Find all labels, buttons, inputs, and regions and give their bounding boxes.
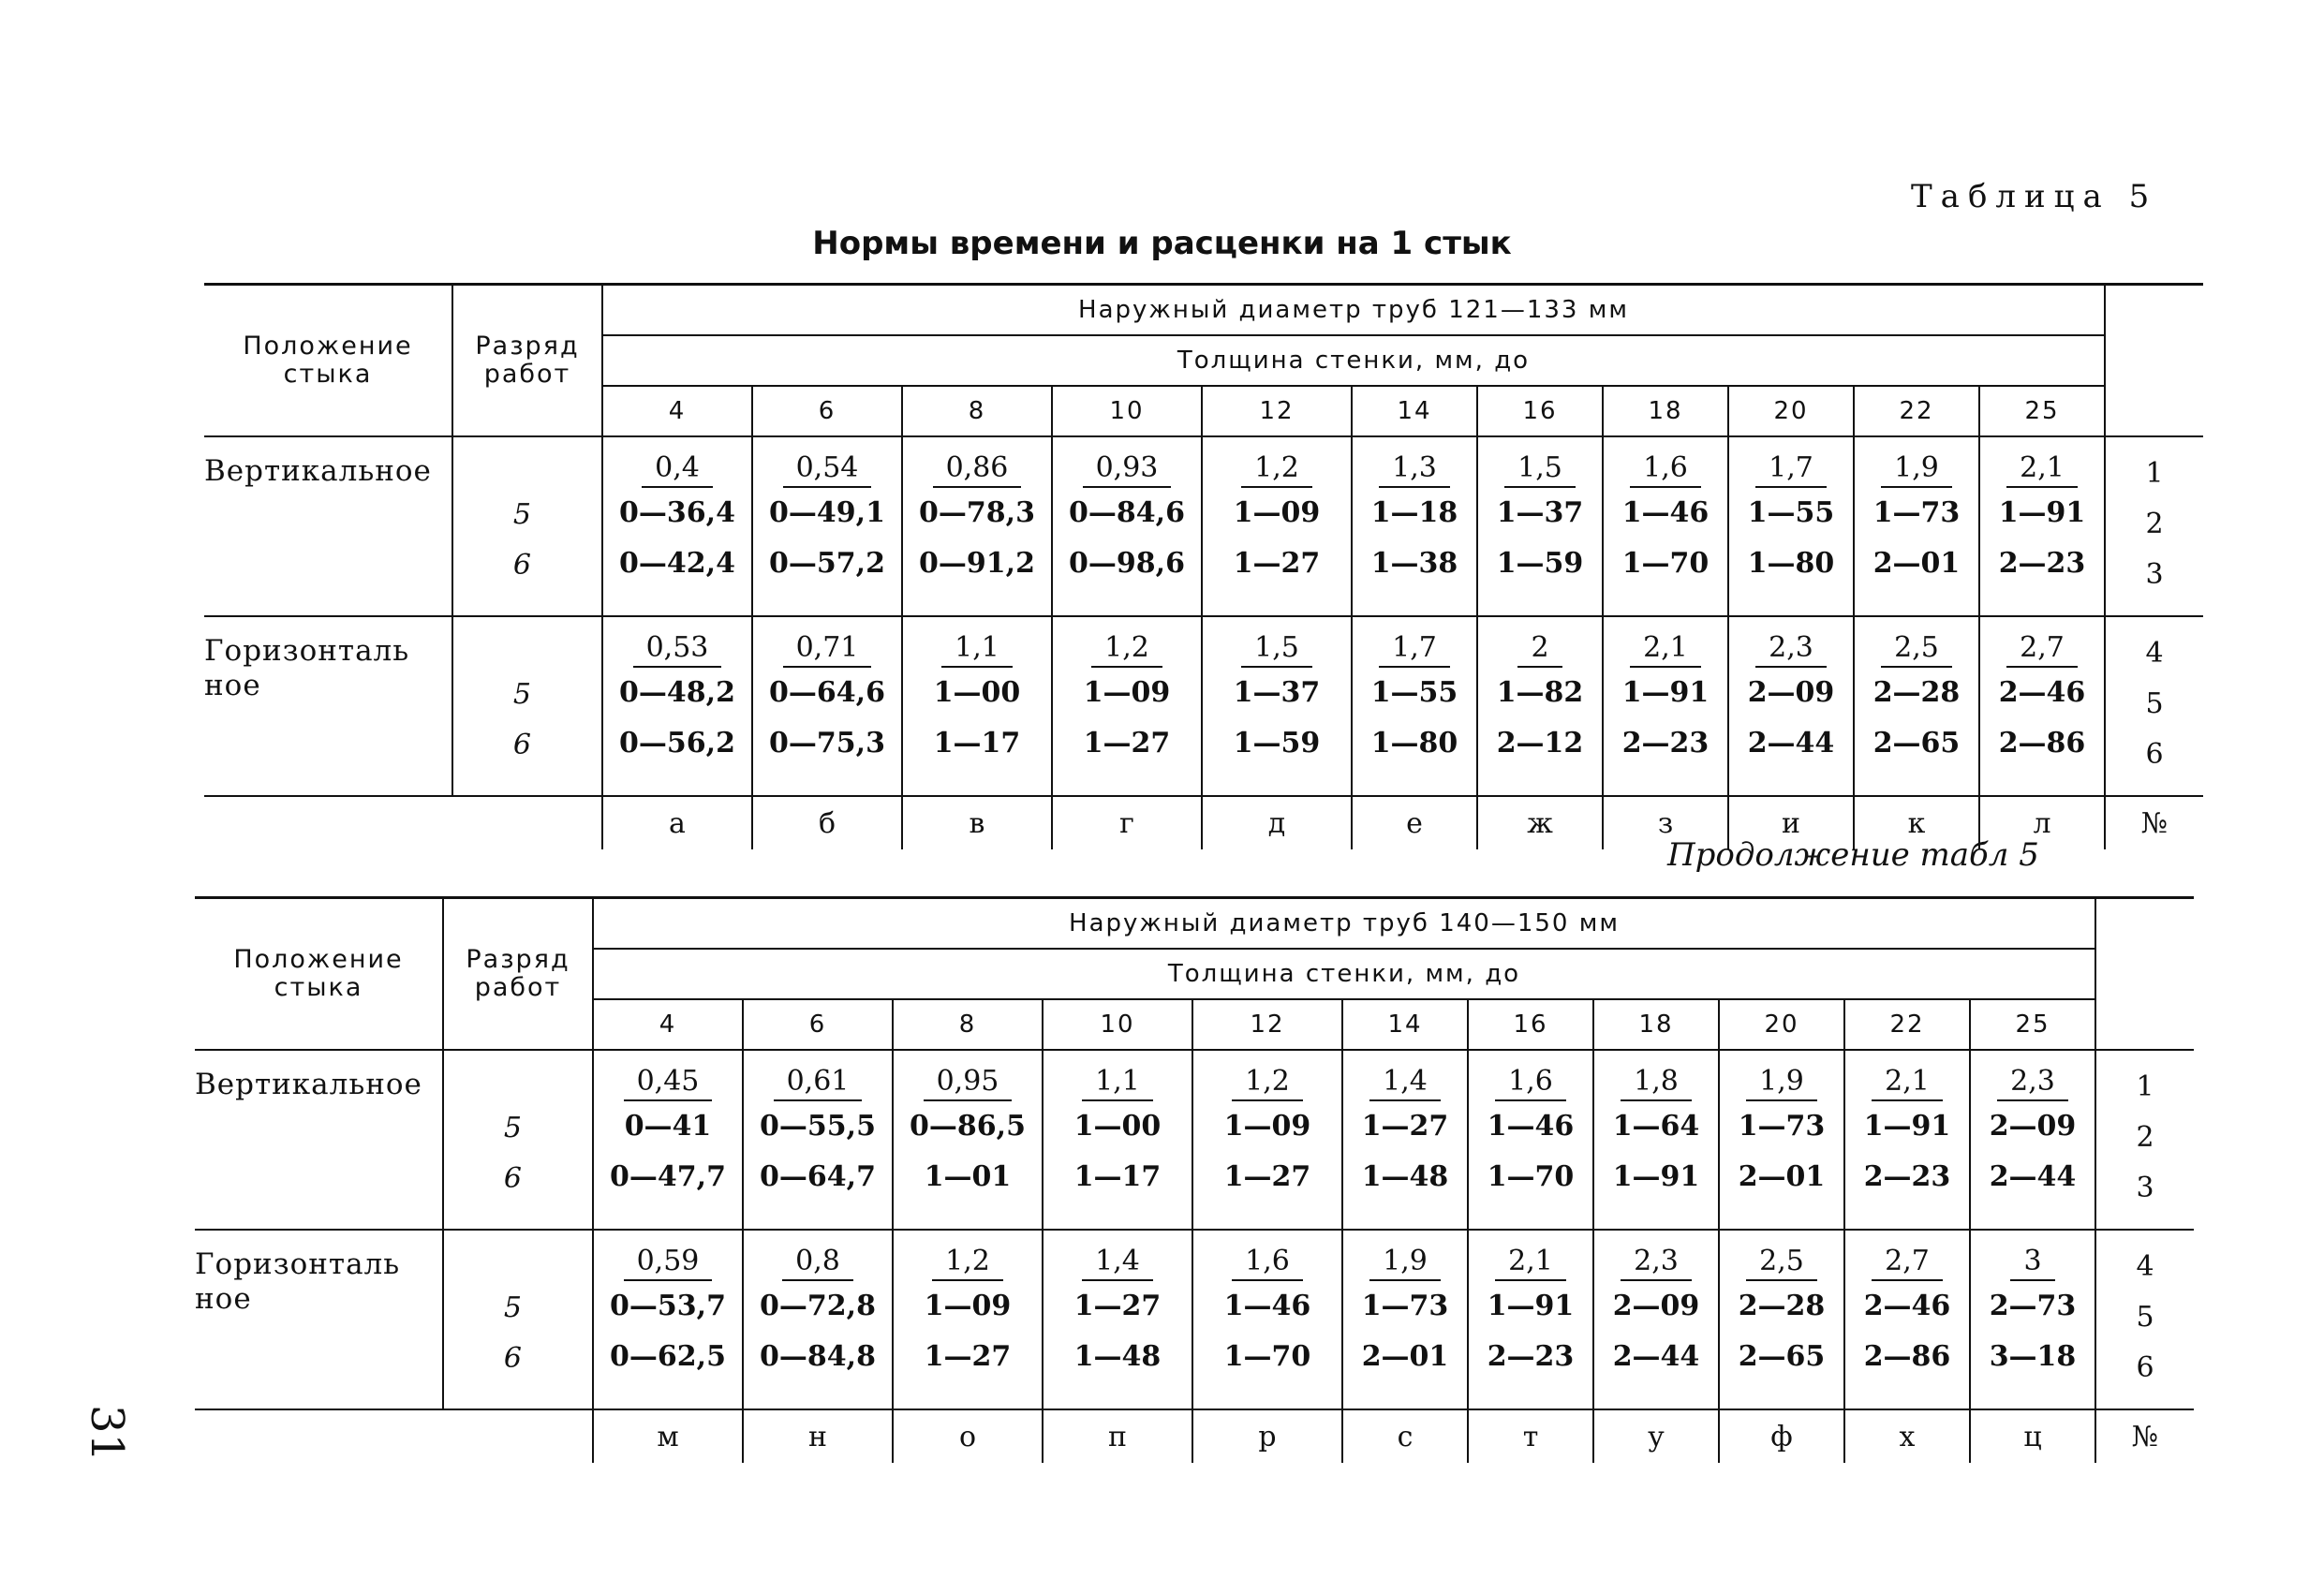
rate-grade-a: 0—86,5 xyxy=(910,1110,1026,1143)
value-cell xyxy=(1468,1230,1593,1409)
letters-blank xyxy=(204,796,452,849)
rate-grade-a: 2—09 xyxy=(1612,1290,1700,1322)
grade-cell xyxy=(443,1050,593,1230)
time-norm: 1,5 xyxy=(1504,450,1576,488)
row-number: 6 xyxy=(2145,738,2164,771)
rate-grade-a: 0—36,4 xyxy=(619,496,735,529)
rate-grade-b: 2—44 xyxy=(1612,1340,1700,1373)
rate-grade-a: 1—00 xyxy=(1073,1110,1162,1143)
thickness-4: 4 xyxy=(593,999,743,1050)
row-numbers xyxy=(2105,436,2203,616)
rate-grade-b: 1—91 xyxy=(1612,1160,1700,1193)
rate-grade-a: 1—46 xyxy=(1487,1110,1575,1143)
row-number: 3 xyxy=(2136,1172,2154,1204)
rate-grade-a: 2—28 xyxy=(1873,676,1961,709)
thickness-10: 10 xyxy=(1043,999,1192,1050)
rate-grade-a: 1—09 xyxy=(1233,496,1321,529)
column-letter-г: г xyxy=(1052,796,1202,849)
value-cell xyxy=(1342,1230,1468,1409)
grade-a: 5 xyxy=(512,498,531,531)
header-num-blank xyxy=(2095,898,2194,1051)
column-letter-н: н xyxy=(743,1409,893,1463)
table2-grid xyxy=(195,896,2194,1463)
rate-grade-b: 0—62,5 xyxy=(610,1340,726,1373)
rate-grade-a: 2—73 xyxy=(1989,1290,2077,1322)
num-label: № xyxy=(2131,1420,2159,1453)
time-norm: 1,2 xyxy=(1232,1064,1303,1101)
value-cell xyxy=(752,616,902,796)
column-letter-в: в xyxy=(902,796,1052,849)
thickness-6: 6 xyxy=(743,999,893,1050)
time-norm: 0,53 xyxy=(633,630,722,668)
rate-grade-b: 0—56,2 xyxy=(619,727,735,760)
table-title: Нормы времени и расценки на 1 стык xyxy=(812,225,1512,262)
rate-grade-b: 1—70 xyxy=(1621,547,1710,580)
value-cell xyxy=(593,1230,743,1409)
grade-b: 6 xyxy=(503,1162,522,1195)
thickness-6: 6 xyxy=(752,386,902,436)
rate-grade-a: 1—55 xyxy=(1747,496,1835,529)
value-cell xyxy=(1352,616,1477,796)
rate-grade-b: 2—23 xyxy=(1487,1340,1575,1373)
value-cell xyxy=(1728,436,1854,616)
grade-cell xyxy=(452,436,602,616)
value-cell xyxy=(1979,616,2105,796)
value-cell xyxy=(1192,1230,1342,1409)
rate-grade-b: 0—91,2 xyxy=(919,547,1035,580)
rate-grade-b: 1—70 xyxy=(1223,1340,1311,1373)
column-letter-м: м xyxy=(593,1409,743,1463)
column-letter-д: д xyxy=(1202,796,1352,849)
value-cell xyxy=(1854,616,1979,796)
rate-grade-b: 2—65 xyxy=(1873,727,1961,760)
row-number: 2 xyxy=(2145,508,2164,540)
column-letter-р: р xyxy=(1192,1409,1342,1463)
position-name: Горизонталь ное xyxy=(204,616,452,796)
value-cell xyxy=(1719,1230,1844,1409)
value-cell xyxy=(1844,1050,1970,1230)
value-cell xyxy=(743,1230,893,1409)
column-letter-о: о xyxy=(893,1409,1043,1463)
header-diameter: Наружный диаметр труб 121—133 мм xyxy=(602,285,2105,336)
value-cell xyxy=(743,1050,893,1230)
row-number: 6 xyxy=(2136,1351,2154,1384)
time-norm: 2,1 xyxy=(1495,1244,1566,1281)
value-cell xyxy=(1477,436,1603,616)
header-position: Положение стыка xyxy=(195,898,443,1051)
header-grade: Разряд работ xyxy=(452,285,602,437)
time-norm: 2,7 xyxy=(2006,630,2078,668)
rate-grade-a: 0—64,6 xyxy=(769,676,885,709)
rate-grade-a: 1—27 xyxy=(1361,1110,1449,1143)
value-cell xyxy=(1603,436,1728,616)
grade-a: 5 xyxy=(503,1291,522,1324)
column-letter-у: у xyxy=(1593,1409,1719,1463)
time-norm: 1,6 xyxy=(1232,1244,1303,1281)
rate-grade-b: 2—86 xyxy=(1998,727,2086,760)
rate-grade-b: 1—17 xyxy=(1073,1160,1162,1193)
row-number: 5 xyxy=(2145,687,2164,720)
thickness-4: 4 xyxy=(602,386,752,436)
rate-grade-a: 1—91 xyxy=(1487,1290,1575,1322)
rate-grade-a: 1—09 xyxy=(924,1290,1012,1322)
thickness-16: 16 xyxy=(1477,386,1603,436)
rate-grade-a: 0—48,2 xyxy=(619,676,735,709)
thickness-18: 18 xyxy=(1603,386,1728,436)
time-norm: 1,7 xyxy=(1379,630,1450,668)
rate-grade-b: 1—70 xyxy=(1487,1160,1575,1193)
grade-cell xyxy=(452,616,602,796)
column-letter-а: а xyxy=(602,796,752,849)
row-numbers xyxy=(2095,1230,2194,1409)
rate-grade-b: 1—38 xyxy=(1370,547,1458,580)
rate-grade-a: 0—49,1 xyxy=(769,496,885,529)
rate-grade-a: 2—46 xyxy=(1863,1290,1951,1322)
thickness-20: 20 xyxy=(1728,386,1854,436)
column-letter-л: л xyxy=(1979,796,2105,849)
header-num-blank xyxy=(2105,285,2203,437)
time-norm: 2,7 xyxy=(1872,1244,1943,1281)
rate-grade-b: 0—57,2 xyxy=(769,547,885,580)
column-letter-и: и xyxy=(1728,796,1854,849)
rate-grade-b: 1—59 xyxy=(1496,547,1584,580)
rate-grade-a: 1—00 xyxy=(933,676,1021,709)
rate-grade-a: 1—73 xyxy=(1361,1290,1449,1322)
grade-a: 5 xyxy=(503,1112,522,1144)
rate-grade-b: 1—48 xyxy=(1361,1160,1449,1193)
time-norm: 1,8 xyxy=(1621,1064,1692,1101)
value-cell xyxy=(1043,1230,1192,1409)
column-letter-ц: ц xyxy=(1970,1409,2095,1463)
rate-grade-a: 1—82 xyxy=(1496,676,1584,709)
time-norm: 2 xyxy=(1517,630,1562,668)
time-norm: 1,9 xyxy=(1746,1064,1817,1101)
rate-grade-b: 0—42,4 xyxy=(619,547,735,580)
time-norm: 0,54 xyxy=(783,450,872,488)
value-cell xyxy=(1043,1050,1192,1230)
column-letter-п: п xyxy=(1043,1409,1192,1463)
rate-grade-b: 0—75,3 xyxy=(769,727,885,760)
value-cell xyxy=(893,1230,1043,1409)
rate-grade-a: 1—27 xyxy=(1073,1290,1162,1322)
rate-grade-b: 2—12 xyxy=(1496,727,1584,760)
time-norm: 1,9 xyxy=(1881,450,1952,488)
header-position: Положение стыка xyxy=(204,285,452,437)
grade-a: 5 xyxy=(512,678,531,711)
rate-grade-a: 2—09 xyxy=(1747,676,1835,709)
rate-grade-b: 1—59 xyxy=(1233,727,1321,760)
value-cell xyxy=(602,616,752,796)
row-number: 1 xyxy=(2145,457,2164,490)
rate-grade-b: 1—01 xyxy=(924,1160,1012,1193)
time-norm: 0,93 xyxy=(1083,450,1172,488)
value-cell xyxy=(1468,1050,1593,1230)
time-norm: 1,7 xyxy=(1755,450,1827,488)
time-norm: 0,86 xyxy=(933,450,1022,488)
rate-grade-a: 2—09 xyxy=(1989,1110,2077,1143)
column-letter-х: х xyxy=(1844,1409,1970,1463)
thickness-12: 12 xyxy=(1202,386,1352,436)
column-letter-з: з xyxy=(1603,796,1728,849)
time-norm: 1,1 xyxy=(1082,1064,1153,1101)
grade-b: 6 xyxy=(512,729,531,761)
rate-grade-a: 0—72,8 xyxy=(760,1290,876,1322)
time-norm: 2,1 xyxy=(1630,630,1701,668)
value-cell xyxy=(1052,436,1202,616)
position-name: Горизонталь ное xyxy=(195,1230,443,1409)
value-cell xyxy=(902,436,1052,616)
rate-grade-a: 0—84,6 xyxy=(1069,496,1185,529)
rate-grade-b: 1—27 xyxy=(1083,727,1171,760)
rate-grade-b: 0—98,6 xyxy=(1069,547,1185,580)
value-cell xyxy=(902,616,1052,796)
rate-grade-b: 2—23 xyxy=(1621,727,1710,760)
column-letter-ф: ф xyxy=(1719,1409,1844,1463)
value-cell xyxy=(1603,616,1728,796)
time-norm: 0,45 xyxy=(624,1064,713,1101)
rate-grade-a: 1—46 xyxy=(1621,496,1710,529)
rate-grade-a: 1—91 xyxy=(1998,496,2086,529)
value-cell xyxy=(1719,1050,1844,1230)
thickness-14: 14 xyxy=(1352,386,1477,436)
time-norm: 1,2 xyxy=(1091,630,1162,668)
time-norm: 2,1 xyxy=(2006,450,2078,488)
column-letter-б: б xyxy=(752,796,902,849)
rate-grade-b: 2—01 xyxy=(1361,1340,1449,1373)
table-label: Таблица 5 xyxy=(1911,178,2158,215)
value-cell xyxy=(1970,1230,2095,1409)
rate-grade-a: 2—46 xyxy=(1998,676,2086,709)
grade-cell xyxy=(443,1230,593,1409)
thickness-8: 8 xyxy=(893,999,1043,1050)
thickness-8: 8 xyxy=(902,386,1052,436)
column-letter-к: к xyxy=(1854,796,1979,849)
row-number: 2 xyxy=(2136,1121,2154,1154)
time-norm: 2,1 xyxy=(1872,1064,1943,1101)
rate-grade-a: 0—53,7 xyxy=(610,1290,726,1322)
position-name: Вертикальное xyxy=(204,436,452,616)
rate-grade-b: 2—23 xyxy=(1863,1160,1951,1193)
rate-grade-a: 1—55 xyxy=(1370,676,1458,709)
column-letter-с: с xyxy=(1342,1409,1468,1463)
value-cell xyxy=(1728,616,1854,796)
rate-grade-b: 2—65 xyxy=(1738,1340,1826,1373)
value-cell xyxy=(1979,436,2105,616)
time-norm: 1,4 xyxy=(1369,1064,1441,1101)
time-norm: 1,2 xyxy=(1241,450,1312,488)
time-norm: 0,59 xyxy=(624,1244,713,1281)
rate-grade-b: 2—01 xyxy=(1738,1160,1826,1193)
time-norm: 1,2 xyxy=(932,1244,1003,1281)
rate-grade-a: 1—37 xyxy=(1233,676,1321,709)
thickness-12: 12 xyxy=(1192,999,1342,1050)
value-cell xyxy=(1970,1050,2095,1230)
row-numbers xyxy=(2105,616,2203,796)
rate-grade-b: 1—17 xyxy=(933,727,1021,760)
value-cell xyxy=(1593,1230,1719,1409)
rate-grade-a: 1—91 xyxy=(1621,676,1710,709)
position-name: Вертикальное xyxy=(195,1050,443,1230)
thickness-22: 22 xyxy=(1854,386,1979,436)
rate-grade-b: 0—47,7 xyxy=(610,1160,726,1193)
rate-grade-a: 0—55,5 xyxy=(760,1110,876,1143)
rate-grade-b: 1—27 xyxy=(1223,1160,1311,1193)
rate-grade-a: 1—91 xyxy=(1863,1110,1951,1143)
rate-grade-b: 1—48 xyxy=(1073,1340,1162,1373)
thickness-22: 22 xyxy=(1844,999,1970,1050)
value-cell xyxy=(602,436,752,616)
row-number: 4 xyxy=(2136,1250,2154,1283)
time-norm: 0,71 xyxy=(783,630,872,668)
value-cell xyxy=(1202,436,1352,616)
time-norm: 1,4 xyxy=(1082,1244,1153,1281)
rate-grade-a: 1—37 xyxy=(1496,496,1584,529)
value-cell xyxy=(1342,1050,1468,1230)
rate-grade-b: 1—27 xyxy=(1233,547,1321,580)
rate-grade-a: 2—28 xyxy=(1738,1290,1826,1322)
value-cell xyxy=(1593,1050,1719,1230)
time-norm: 1,6 xyxy=(1630,450,1701,488)
time-norm: 2,3 xyxy=(1621,1244,1692,1281)
grade-b: 6 xyxy=(503,1342,522,1375)
rate-grade-a: 0—41 xyxy=(624,1110,712,1143)
value-cell xyxy=(1352,436,1477,616)
column-letter-е: е xyxy=(1352,796,1477,849)
thickness-16: 16 xyxy=(1468,999,1593,1050)
rate-grade-b: 2—01 xyxy=(1873,547,1961,580)
time-norm: 0,4 xyxy=(642,450,713,488)
time-norm: 3 xyxy=(2010,1244,2054,1281)
letters-blank xyxy=(452,796,602,849)
letters-blank xyxy=(195,1409,443,1463)
time-norm: 1,1 xyxy=(941,630,1013,668)
thickness-25: 25 xyxy=(1979,386,2105,436)
value-cell xyxy=(1477,616,1603,796)
time-norm: 1,6 xyxy=(1495,1064,1566,1101)
time-norm: 2,3 xyxy=(1755,630,1827,668)
header-grade: Разряд работ xyxy=(443,898,593,1051)
rate-grade-b: 2—44 xyxy=(1747,727,1835,760)
thickness-20: 20 xyxy=(1719,999,1844,1050)
value-cell xyxy=(752,436,902,616)
rate-grade-b: 1—80 xyxy=(1747,547,1835,580)
thickness-10: 10 xyxy=(1052,386,1202,436)
column-letter-ж: ж xyxy=(1477,796,1603,849)
value-cell xyxy=(1192,1050,1342,1230)
row-numbers xyxy=(2095,1050,2194,1230)
rate-grade-b: 3—18 xyxy=(1989,1340,2077,1373)
rate-grade-b: 2—23 xyxy=(1998,547,2086,580)
value-cell xyxy=(593,1050,743,1230)
value-cell xyxy=(893,1050,1043,1230)
rate-grade-b: 0—64,7 xyxy=(760,1160,876,1193)
rate-grade-a: 1—73 xyxy=(1738,1110,1826,1143)
time-norm: 1,5 xyxy=(1241,630,1312,668)
rate-grade-a: 0—78,3 xyxy=(919,496,1035,529)
header-thickness: Толщина стенки, мм, до xyxy=(593,949,2095,999)
value-cell xyxy=(1854,436,1979,616)
value-cell xyxy=(1052,616,1202,796)
rate-grade-a: 1—46 xyxy=(1223,1290,1311,1322)
time-norm: 1,3 xyxy=(1379,450,1450,488)
row-number: 5 xyxy=(2136,1301,2154,1334)
table1-grid xyxy=(204,283,2203,849)
header-diameter: Наружный диаметр труб 140—150 мм xyxy=(593,898,2095,950)
time-norm: 2,3 xyxy=(1997,1064,2068,1101)
rate-grade-a: 1—09 xyxy=(1083,676,1171,709)
rate-grade-a: 1—18 xyxy=(1370,496,1458,529)
num-label: № xyxy=(2140,806,2169,840)
rate-grade-b: 2—44 xyxy=(1989,1160,2077,1193)
letters-blank xyxy=(443,1409,593,1463)
rate-grade-b: 1—27 xyxy=(924,1340,1012,1373)
column-letter-т: т xyxy=(1468,1409,1593,1463)
row-number: 4 xyxy=(2145,637,2164,670)
time-norm: 0,61 xyxy=(774,1064,863,1101)
row-number: 3 xyxy=(2145,558,2164,591)
row-number: 1 xyxy=(2136,1070,2154,1103)
time-norm: 0,8 xyxy=(782,1244,853,1281)
rate-grade-b: 1—80 xyxy=(1370,727,1458,760)
time-norm: 1,9 xyxy=(1369,1244,1441,1281)
thickness-14: 14 xyxy=(1342,999,1468,1050)
rate-grade-b: 2—86 xyxy=(1863,1340,1951,1373)
rate-grade-a: 1—09 xyxy=(1223,1110,1311,1143)
rate-grade-a: 1—73 xyxy=(1873,496,1961,529)
value-cell xyxy=(1844,1230,1970,1409)
time-norm: 2,5 xyxy=(1746,1244,1817,1281)
thickness-18: 18 xyxy=(1593,999,1719,1050)
time-norm: 0,95 xyxy=(924,1064,1013,1101)
rate-grade-a: 1—64 xyxy=(1612,1110,1700,1143)
header-thickness: Толщина стенки, мм, до xyxy=(602,335,2105,386)
rate-grade-b: 0—84,8 xyxy=(760,1340,876,1373)
time-norm: 2,5 xyxy=(1881,630,1952,668)
page-number: 31 xyxy=(81,1405,133,1463)
thickness-25: 25 xyxy=(1970,999,2095,1050)
value-cell xyxy=(1202,616,1352,796)
continuation-label: Продолжение табл 5 xyxy=(1667,836,2039,874)
grade-b: 6 xyxy=(512,549,531,582)
